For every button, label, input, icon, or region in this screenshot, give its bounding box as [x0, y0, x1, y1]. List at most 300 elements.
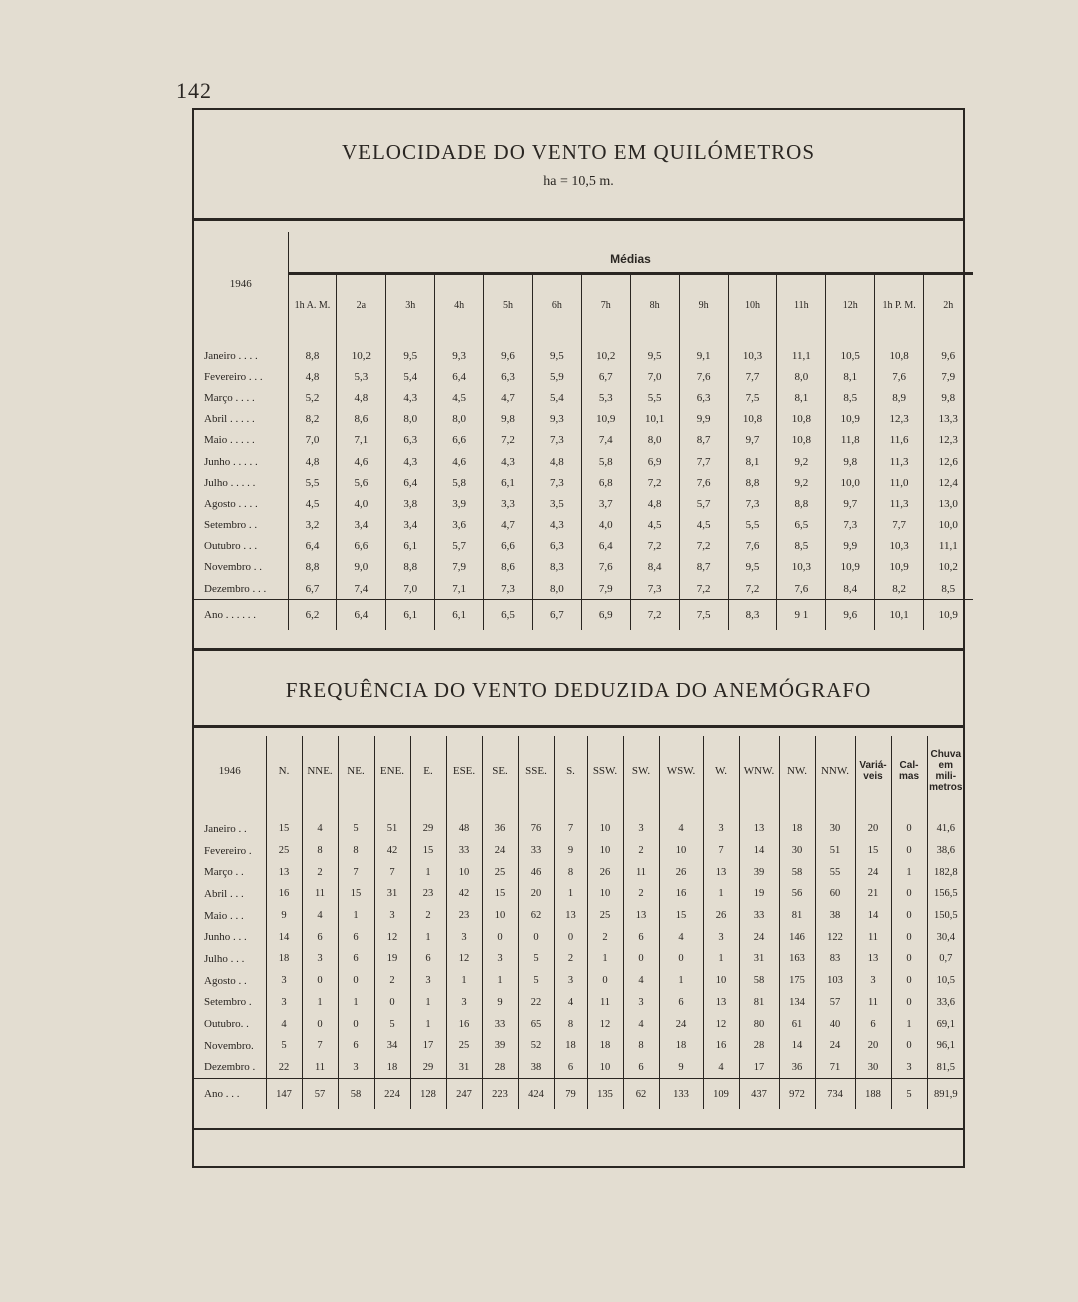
value-cell: 0 [891, 905, 927, 927]
month-label: Agosto . . . . [194, 493, 288, 514]
value-cell: 1 [338, 905, 374, 927]
value-cell: 8,6 [484, 557, 533, 578]
value-cell: 8,0 [630, 430, 679, 451]
value-cell: 3 [266, 970, 302, 992]
month-label: Janeiro . . [194, 818, 266, 840]
value-cell: 13 [623, 905, 659, 927]
value-cell: 3,5 [532, 493, 581, 514]
annual-value-cell: 891,9 [927, 1079, 964, 1110]
value-cell: 4,3 [532, 515, 581, 536]
value-cell: 7,3 [532, 472, 581, 493]
value-cell: 5,2 [288, 387, 337, 408]
table1-row [194, 557, 973, 578]
value-cell: 6,3 [679, 387, 728, 408]
annual-value-cell: 6,1 [435, 600, 484, 631]
value-cell: 7,2 [630, 536, 679, 557]
value-cell: 8 [338, 840, 374, 862]
value-cell: 11,0 [875, 472, 924, 493]
value-cell: 16 [703, 1035, 739, 1057]
table1-row [194, 578, 973, 600]
value-cell: 4,8 [288, 451, 337, 472]
value-cell: 7,3 [532, 430, 581, 451]
extra-header: Chuva em mili-metros [927, 736, 964, 806]
annual-value-cell: 128 [410, 1079, 446, 1110]
annual-label: Ano . . . [194, 1079, 266, 1110]
value-cell: 6,3 [532, 536, 581, 557]
table2-spacer-cell [302, 806, 338, 818]
value-cell: 24 [739, 926, 779, 948]
value-cell: 0 [659, 948, 703, 970]
value-cell: 8,8 [386, 557, 435, 578]
table1-spacer-cell [777, 335, 826, 345]
value-cell: 10,9 [826, 409, 875, 430]
annual-value-cell: 437 [739, 1079, 779, 1110]
value-cell: 5,6 [337, 472, 386, 493]
value-cell: 81,5 [927, 1057, 964, 1079]
value-cell: 8 [554, 1013, 587, 1035]
table1-spacer-cell [875, 335, 924, 345]
value-cell: 1 [587, 948, 623, 970]
table2-row [194, 992, 964, 1014]
table2-row [194, 840, 964, 862]
annual-value-cell: 6,7 [532, 600, 581, 631]
value-cell: 3 [266, 992, 302, 1014]
table1-row [194, 387, 973, 408]
value-cell: 10,8 [777, 430, 826, 451]
direction-header: NW. [779, 736, 815, 806]
value-cell: 6 [338, 1035, 374, 1057]
direction-header: NNW. [815, 736, 855, 806]
value-cell: 4 [623, 970, 659, 992]
value-cell: 3,2 [288, 515, 337, 536]
value-cell: 12,4 [924, 472, 973, 493]
month-label: Maio . . . [194, 905, 266, 927]
table1-row [194, 409, 973, 430]
value-cell: 10,5 [826, 345, 875, 366]
value-cell: 10,3 [777, 557, 826, 578]
value-cell: 13 [554, 905, 587, 927]
value-cell: 5 [338, 818, 374, 840]
value-cell: 6,3 [386, 430, 435, 451]
value-cell: 9,3 [532, 409, 581, 430]
value-cell: 42 [374, 840, 410, 862]
value-cell: 25 [482, 861, 518, 883]
value-cell: 6 [338, 948, 374, 970]
value-cell: 9,5 [532, 345, 581, 366]
table2-spacer-cell [587, 806, 623, 818]
value-cell: 8 [554, 861, 587, 883]
value-cell: 9,3 [435, 345, 484, 366]
annual-value-cell: 62 [623, 1079, 659, 1110]
value-cell: 9 [482, 992, 518, 1014]
value-cell: 6,6 [435, 430, 484, 451]
value-cell: 0 [891, 970, 927, 992]
value-cell: 9,5 [386, 345, 435, 366]
value-cell: 0 [623, 948, 659, 970]
value-cell: 30,4 [927, 926, 964, 948]
value-cell: 8,5 [924, 578, 973, 600]
value-cell: 17 [410, 1035, 446, 1057]
value-cell: 51 [815, 840, 855, 862]
value-cell: 1 [302, 992, 338, 1014]
table1-title: VELOCIDADE DO VENTO EM QUILÓMETROS [341, 140, 816, 164]
value-cell: 4,3 [484, 451, 533, 472]
value-cell: 9,2 [777, 472, 826, 493]
value-cell: 38,6 [927, 840, 964, 862]
month-label: Março . . [194, 861, 266, 883]
annual-value-cell: 7,5 [679, 600, 728, 631]
value-cell: 6 [659, 992, 703, 1014]
month-label: Setembro . . [194, 515, 288, 536]
value-cell: 13 [703, 861, 739, 883]
value-cell: 8,9 [875, 387, 924, 408]
value-cell: 10,0 [826, 472, 875, 493]
value-cell: 11 [587, 992, 623, 1014]
value-cell: 15 [482, 883, 518, 905]
tables-frame [192, 108, 965, 1168]
value-cell: 7,6 [679, 366, 728, 387]
hour-header-13: 1h P. M. [875, 274, 924, 336]
value-cell: 0 [891, 883, 927, 905]
hour-header-9: 9h [679, 274, 728, 336]
value-cell: 83 [815, 948, 855, 970]
value-cell: 3 [891, 1057, 927, 1079]
value-cell: 0 [891, 818, 927, 840]
value-cell: 51 [374, 818, 410, 840]
value-cell: 3,8 [386, 493, 435, 514]
value-cell: 26 [659, 861, 703, 883]
value-cell: 7,1 [435, 578, 484, 600]
table1-spacer-cell [630, 335, 679, 345]
value-cell: 15 [855, 840, 891, 862]
value-cell: 4 [659, 818, 703, 840]
annual-value-cell: 223 [482, 1079, 518, 1110]
value-cell: 2 [374, 970, 410, 992]
value-cell: 7 [302, 1035, 338, 1057]
value-cell: 9,7 [728, 430, 777, 451]
value-cell: 5,8 [581, 451, 630, 472]
value-cell: 9,8 [924, 387, 973, 408]
value-cell: 18 [554, 1035, 587, 1057]
direction-header: SSW. [587, 736, 623, 806]
value-cell: 12 [703, 1013, 739, 1035]
hour-header-2: 2a [337, 274, 386, 336]
value-cell: 7,3 [484, 578, 533, 600]
table2-row [194, 926, 964, 948]
value-cell: 8,2 [288, 409, 337, 430]
value-cell: 10,9 [875, 557, 924, 578]
value-cell: 0 [338, 1013, 374, 1035]
value-cell: 7,9 [924, 366, 973, 387]
value-cell: 9 [659, 1057, 703, 1079]
value-cell: 0 [891, 926, 927, 948]
value-cell: 7,4 [581, 430, 630, 451]
month-label: Junho . . . . . [194, 451, 288, 472]
hour-header-10: 10h [728, 274, 777, 336]
value-cell: 3 [338, 1057, 374, 1079]
annual-value-cell: 58 [338, 1079, 374, 1110]
value-cell: 69,1 [927, 1013, 964, 1035]
value-cell: 18 [659, 1035, 703, 1057]
value-cell: 9 [554, 840, 587, 862]
value-cell: 7,6 [875, 366, 924, 387]
value-cell: 6 [554, 1057, 587, 1079]
value-cell: 156,5 [927, 883, 964, 905]
value-cell: 11,8 [826, 430, 875, 451]
value-cell: 6,4 [581, 536, 630, 557]
value-cell: 20 [518, 883, 554, 905]
value-cell: 12,6 [924, 451, 973, 472]
table1-subtitle: ha = 10,5 m. [543, 174, 614, 189]
value-cell: 6,6 [484, 536, 533, 557]
value-cell: 11 [302, 883, 338, 905]
value-cell: 3 [482, 948, 518, 970]
month-label: Fevereiro . [194, 840, 266, 862]
value-cell: 48 [446, 818, 482, 840]
value-cell: 11,3 [875, 451, 924, 472]
table2-spacer-cell [338, 806, 374, 818]
value-cell: 4,5 [679, 515, 728, 536]
value-cell: 17 [739, 1057, 779, 1079]
annual-value-cell: 424 [518, 1079, 554, 1110]
value-cell: 4,3 [386, 387, 435, 408]
value-cell: 9,5 [630, 345, 679, 366]
value-cell: 7,7 [728, 366, 777, 387]
table1-row [194, 430, 973, 451]
value-cell: 10,8 [875, 345, 924, 366]
value-cell: 4,7 [484, 387, 533, 408]
value-cell: 71 [815, 1057, 855, 1079]
value-cell: 5,3 [337, 366, 386, 387]
value-cell: 9,8 [826, 451, 875, 472]
value-cell: 7,9 [581, 578, 630, 600]
table2-spacer-cell [855, 806, 891, 818]
value-cell: 3 [446, 926, 482, 948]
value-cell: 8,7 [679, 430, 728, 451]
direction-header: ENE. [374, 736, 410, 806]
value-cell: 42 [446, 883, 482, 905]
table1-row [194, 515, 973, 536]
value-cell: 5,9 [532, 366, 581, 387]
value-cell: 0 [302, 970, 338, 992]
wind-frequency-table [194, 736, 964, 1109]
value-cell: 7,3 [630, 578, 679, 600]
value-cell: 11,1 [777, 345, 826, 366]
value-cell: 24 [855, 861, 891, 883]
direction-header: WSW. [659, 736, 703, 806]
hour-header-7: 7h [581, 274, 630, 336]
value-cell: 11 [855, 992, 891, 1014]
value-cell: 31 [374, 883, 410, 905]
value-cell: 8,4 [630, 557, 679, 578]
value-cell: 10,3 [875, 536, 924, 557]
annual-value-cell: 6,1 [386, 600, 435, 631]
month-label: Setembro . [194, 992, 266, 1014]
value-cell: 21 [855, 883, 891, 905]
table2-row [194, 818, 964, 840]
direction-header: SE. [482, 736, 518, 806]
hour-header-12: 12h [826, 274, 875, 336]
value-cell: 3 [554, 970, 587, 992]
value-cell: 30 [855, 1057, 891, 1079]
wind-speed-table [194, 232, 973, 630]
value-cell: 10,8 [728, 409, 777, 430]
hour-header-1: 1h A. M. [288, 274, 337, 336]
annual-value-cell: 188 [855, 1079, 891, 1110]
value-cell: 1 [703, 948, 739, 970]
value-cell: 31 [739, 948, 779, 970]
value-cell: 7,7 [875, 515, 924, 536]
hour-header-6: 6h [532, 274, 581, 336]
hour-header-8: 8h [630, 274, 679, 336]
value-cell: 13 [855, 948, 891, 970]
value-cell: 4 [623, 1013, 659, 1035]
value-cell: 0 [891, 1035, 927, 1057]
value-cell: 12,3 [875, 409, 924, 430]
annual-value-cell: 147 [266, 1079, 302, 1110]
value-cell: 9,9 [826, 536, 875, 557]
value-cell: 19 [739, 883, 779, 905]
value-cell: 8,5 [777, 536, 826, 557]
table2-row [194, 1057, 964, 1079]
table1-spacer-cell [826, 335, 875, 345]
value-cell: 52 [518, 1035, 554, 1057]
value-cell: 4,8 [532, 451, 581, 472]
value-cell: 26 [703, 905, 739, 927]
value-cell: 6 [623, 926, 659, 948]
table2-row [194, 1035, 964, 1057]
table2-top-rule [194, 725, 963, 728]
month-label: Novembro . . [194, 557, 288, 578]
value-cell: 34 [374, 1035, 410, 1057]
value-cell: 163 [779, 948, 815, 970]
value-cell: 16 [266, 883, 302, 905]
value-cell: 0 [338, 970, 374, 992]
direction-header: NE. [338, 736, 374, 806]
value-cell: 2 [410, 905, 446, 927]
value-cell: 13 [739, 818, 779, 840]
value-cell: 33 [518, 840, 554, 862]
table2-spacer-cell [554, 806, 587, 818]
value-cell: 24 [815, 1035, 855, 1057]
value-cell: 3 [623, 992, 659, 1014]
value-cell: 1 [410, 861, 446, 883]
table1-row [194, 345, 973, 366]
table2-spacer-cell [266, 806, 302, 818]
month-label: Julho . . . . . [194, 472, 288, 493]
value-cell: 2 [623, 840, 659, 862]
value-cell: 39 [482, 1035, 518, 1057]
value-cell: 6,4 [435, 366, 484, 387]
table1-spacer-cell [194, 335, 288, 345]
value-cell: 7,2 [679, 578, 728, 600]
annual-value-cell: 734 [815, 1079, 855, 1110]
value-cell: 30 [779, 840, 815, 862]
value-cell: 5,5 [728, 515, 777, 536]
value-cell: 0 [554, 926, 587, 948]
value-cell: 20 [855, 1035, 891, 1057]
table1-spacer-cell [924, 335, 973, 345]
value-cell: 6,4 [288, 536, 337, 557]
value-cell: 10 [446, 861, 482, 883]
value-cell: 3,4 [386, 515, 435, 536]
value-cell: 8,8 [288, 557, 337, 578]
direction-header: W. [703, 736, 739, 806]
value-cell: 7,2 [484, 430, 533, 451]
value-cell: 4,0 [581, 515, 630, 536]
value-cell: 1 [659, 970, 703, 992]
value-cell: 3 [410, 970, 446, 992]
value-cell: 5 [266, 1035, 302, 1057]
value-cell: 3 [703, 926, 739, 948]
value-cell: 20 [855, 818, 891, 840]
table1-bottom-rule [194, 648, 963, 651]
value-cell: 7,2 [679, 536, 728, 557]
value-cell: 7,1 [337, 430, 386, 451]
value-cell: 11 [302, 1057, 338, 1079]
annual-value-cell: 57 [302, 1079, 338, 1110]
table1-year: 1946 [194, 232, 288, 335]
frame-bottom-rule [194, 1128, 963, 1130]
value-cell: 57 [815, 992, 855, 1014]
value-cell: 14 [266, 926, 302, 948]
value-cell: 18 [587, 1035, 623, 1057]
value-cell: 81 [739, 992, 779, 1014]
value-cell: 29 [410, 818, 446, 840]
table2-spacer-cell [703, 806, 739, 818]
annual-value-cell: 10,1 [875, 600, 924, 631]
month-label: Junho . . . [194, 926, 266, 948]
value-cell: 5,3 [581, 387, 630, 408]
month-label: Fevereiro . . . [194, 366, 288, 387]
table1-row [194, 536, 973, 557]
value-cell: 10,9 [826, 557, 875, 578]
annual-value-cell: 972 [779, 1079, 815, 1110]
value-cell: 7 [703, 840, 739, 862]
value-cell: 6,8 [581, 472, 630, 493]
value-cell: 76 [518, 818, 554, 840]
value-cell: 13,0 [924, 493, 973, 514]
annual-value-cell: 5 [891, 1079, 927, 1110]
value-cell: 4,6 [337, 451, 386, 472]
value-cell: 10 [587, 883, 623, 905]
value-cell: 8,8 [288, 345, 337, 366]
value-cell: 7 [338, 861, 374, 883]
value-cell: 13 [266, 861, 302, 883]
direction-header: E. [410, 736, 446, 806]
direction-header: N. [266, 736, 302, 806]
value-cell: 36 [482, 818, 518, 840]
value-cell: 4,3 [386, 451, 435, 472]
direction-header: NNE. [302, 736, 338, 806]
value-cell: 33 [446, 840, 482, 862]
value-cell: 10,1 [630, 409, 679, 430]
value-cell: 61 [779, 1013, 815, 1035]
value-cell: 122 [815, 926, 855, 948]
value-cell: 8,8 [777, 493, 826, 514]
value-cell: 8,8 [728, 472, 777, 493]
value-cell: 9,2 [777, 451, 826, 472]
value-cell: 1 [410, 1013, 446, 1035]
value-cell: 55 [815, 861, 855, 883]
value-cell: 28 [739, 1035, 779, 1057]
value-cell: 6,1 [484, 472, 533, 493]
table1-row [194, 493, 973, 514]
value-cell: 8,5 [826, 387, 875, 408]
value-cell: 30 [815, 818, 855, 840]
value-cell: 18 [266, 948, 302, 970]
month-label: Dezembro . . . [194, 578, 288, 600]
